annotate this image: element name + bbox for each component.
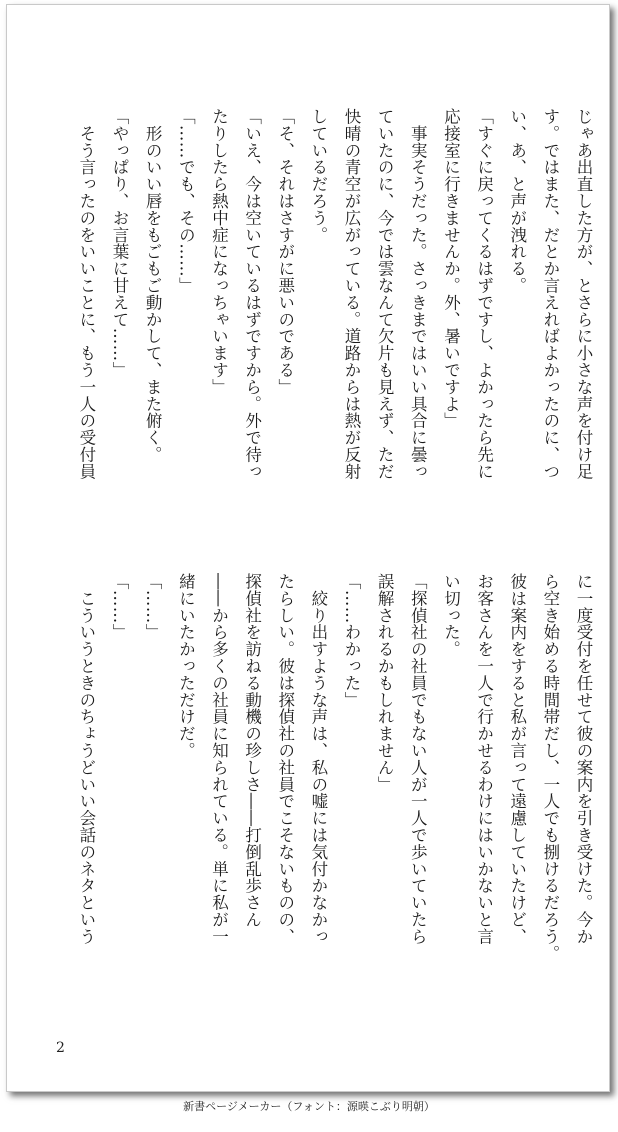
text-line: 「やっぱり、お言葉に甘えて……」 (110, 108, 130, 379)
text-line: お客さんを一人で行かせるわけにはいかないと言 (474, 573, 494, 945)
text-line: に一度受付を任せて彼の案内を引き受けた。今か (574, 573, 593, 945)
text-line: じゃあ出直した方が、とさらに小さな声を付け足 (574, 108, 593, 480)
text-line: しているだろう。 (308, 108, 328, 244)
text-line: 「いえ、今は空いているはずですから。外で待っ (242, 108, 262, 480)
text-line: 「……わかった」 (342, 573, 362, 709)
text-line: 形のいい唇をもごもご動かして、また俯く。 (143, 108, 163, 463)
bottom-text-block (75, 573, 595, 1003)
text-line: そう言ったのをいいことに、もう一人の受付員 (76, 108, 96, 480)
text-line: たらしい。彼は探偵社の社員でこそないものの、 (275, 573, 295, 945)
text-line: 探偵社を訪ねる動機の珍しさ――打倒乱歩さん (242, 573, 262, 928)
footer-credit: 新書ページメーカー（フォント：源暎こぶり明朝） (183, 1100, 435, 1113)
text-line: 「探偵社の社員でもない人が一人で歩いていたら (408, 573, 428, 945)
page-number: 2 (56, 1040, 65, 1056)
text-line: 「そ、それはさすがに悪いのである」 (275, 108, 295, 396)
text-line: す。ではまた、だとか言えればよかったのに、つ (540, 108, 560, 480)
text-line: い、あ、と声が洩れる。 (507, 108, 527, 294)
text-line: 誤解されるかもしれません」 (375, 573, 395, 793)
text-line: 「……」 (110, 573, 130, 641)
top-text-block (75, 108, 595, 538)
text-line: 「……でも、その……」 (176, 108, 196, 294)
text-line: い切った。 (441, 573, 461, 658)
book-page (6, 4, 610, 1092)
text-line: 彼は案内をすると私が言って遠慮していたけど、 (507, 573, 527, 945)
text-line: たりしたら熱中症になっちゃいます」 (209, 108, 229, 396)
text-line: 快晴の青空が広がっている。道路からは熱が反射 (342, 108, 362, 480)
text-line: ら空き始める時間帯だし、一人でも捌けるだろう。 (540, 573, 560, 962)
text-line: 緒にいたかっただけだ。 (176, 573, 196, 759)
text-line: ――から多くの社員に知られている。単に私が一 (209, 573, 229, 945)
text-line: 絞り出すような声は、私の嘘には気付かなかっ (308, 573, 328, 945)
text-line: 「すぐに戻ってくるはずですし、よかったら先に (474, 108, 494, 480)
text-line: こういうときのちょうどいい会話のネタという (76, 573, 96, 945)
text-line: 事実そうだった。さっきまではいい具合に曇っ (408, 108, 428, 480)
text-line: ていたのに、今では雲なんて欠片も見えず、ただ (375, 108, 395, 480)
text-line: 「……」 (143, 573, 163, 641)
text-line: 応接室に行きませんか。外、暑いですよ」 (441, 108, 461, 430)
